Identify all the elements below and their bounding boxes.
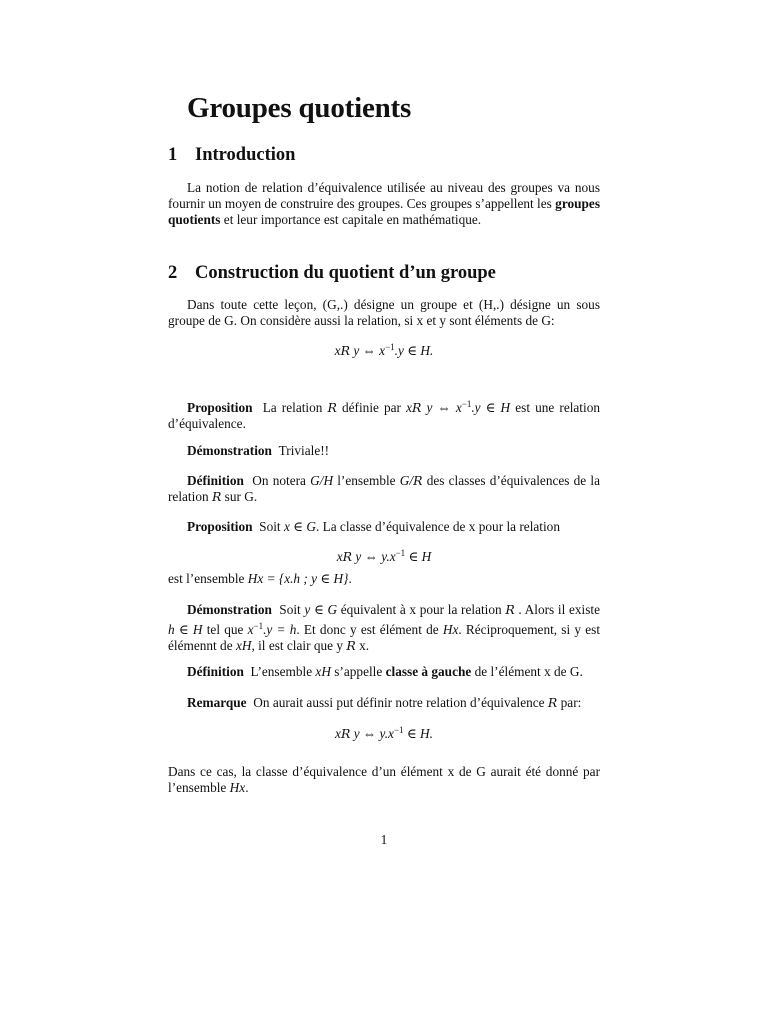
math-text: Hx: [229, 780, 246, 795]
demo-text: Soit: [279, 602, 305, 617]
relation-symbol: R: [411, 400, 422, 415]
eq-text: y ⇔ y.x: [350, 726, 394, 741]
section-heading-construction: [168, 262, 496, 284]
math-text: xH: [315, 664, 331, 679]
definition-label: Définition: [187, 664, 244, 679]
construction-paragraph: Dans toute cette leçon, (G,.) désigne un groupe et (H,.) désigne un sous groupe de G. On considère aussi la relation, si x et y sont éléments de G:: [168, 297, 600, 328]
demo-text: . Réciproquement, si y est élémennt de: [168, 622, 601, 653]
math-text: G/: [399, 473, 414, 488]
demonstration-label: Démonstration: [187, 443, 272, 458]
demo-text: x.: [355, 638, 370, 653]
demo-text: . Alors il existe: [514, 602, 600, 617]
relation-symbol: R: [327, 400, 337, 415]
proposition-label: Proposition: [187, 519, 253, 534]
relation-symbol: R: [346, 638, 356, 653]
math-text: xH: [235, 638, 252, 653]
equation-class: [168, 545, 600, 565]
eq-text: x: [335, 726, 341, 741]
prop-text: La relation: [262, 400, 328, 415]
section-number: 2: [168, 263, 178, 283]
eq-text: ∈ H: [405, 549, 432, 564]
relation-symbol: R: [505, 602, 515, 617]
eq-superscript: −1: [253, 621, 264, 631]
eq-text: ∈ H.: [403, 726, 433, 741]
final-paragraph: [168, 764, 600, 796]
proposition-1: [168, 396, 600, 432]
relation-symbol: R: [211, 489, 222, 504]
math-text: Hx = {x.h ; y ∈ H}: [247, 571, 349, 586]
definition-2: [168, 664, 600, 680]
page-number: 1: [380, 832, 388, 847]
demonstration-1: [168, 443, 600, 459]
math-text: x ∈ G: [283, 519, 316, 534]
intro-text: La notion de relation d’équivalence utilisée au niveau des groupes va nous fournir un moyen de construire des groupes. Ces groupes s’appellent les: [168, 180, 600, 211]
intro-bold-term: groupes quotients: [168, 196, 600, 227]
eq-text: y ⇔ y.x: [352, 549, 396, 564]
relation-symbol: R: [547, 695, 558, 710]
section-heading-introduction: [168, 144, 295, 166]
ens-text: .: [348, 571, 352, 586]
math-text: y ∈ G: [304, 602, 338, 617]
remark-label: Remarque: [187, 695, 247, 710]
eq-superscript: −1: [395, 548, 406, 558]
prop-text: Soit: [259, 519, 284, 534]
def-text: l’ensemble: [333, 473, 400, 488]
set-definition-line: [168, 571, 600, 587]
math-text: Hx: [442, 622, 459, 637]
def-text: de l’élément x de G.: [471, 664, 583, 679]
math-text: .y = h: [263, 622, 297, 637]
equation-relation: [168, 339, 600, 359]
prop-text: définie par: [336, 400, 407, 415]
final-text: .: [245, 780, 249, 795]
definition-1: [168, 473, 600, 505]
def-text: L’ensemble: [250, 664, 316, 679]
equation-right-class: [168, 722, 600, 742]
demo-text: équivalent à x pour la relation: [337, 602, 506, 617]
demo-text: tel que: [202, 622, 248, 637]
def-text: sur G.: [221, 489, 258, 504]
math-text: h ∈ H: [168, 622, 203, 637]
demo-text: , il est clair que y: [251, 638, 347, 653]
eq-superscript: −1: [393, 725, 404, 735]
math-text: G/H: [310, 473, 334, 488]
relation-symbol: R: [342, 549, 353, 564]
eq-text: y ⇔ x: [421, 400, 462, 415]
eq-text: y ⇔ x: [350, 343, 386, 358]
eq-text: .y ∈ H.: [394, 343, 434, 358]
demo-text: Triviale!!: [278, 443, 330, 458]
prop-text: . La classe d’équivalence de x pour la relation: [315, 519, 560, 534]
intro-text-end: et leur importance est capitale en mathématique.: [220, 212, 482, 227]
section-title: Introduction: [195, 145, 296, 165]
def-text: des classes d’équivalences de la relation: [168, 473, 600, 504]
remark: [168, 695, 600, 711]
final-text: Dans ce cas, la classe d’équivalence d’un élément x de G aurait été donné par l’ensemble: [168, 764, 600, 795]
page-title: Groupes quotients: [187, 92, 412, 124]
demonstration-label: Démonstration: [187, 602, 272, 617]
ens-text: est l’ensemble: [168, 571, 248, 586]
demonstration-2: [168, 602, 600, 654]
eq-text: x: [406, 400, 412, 415]
demo-text: . Et donc y est élément de: [296, 622, 443, 637]
def-bold-term: classe à gauche: [385, 664, 472, 679]
relation-symbol: R: [340, 343, 350, 358]
section-number: 1: [168, 145, 178, 165]
eq-text: x: [334, 343, 341, 358]
section-title: Construction du quotient d’un groupe: [195, 263, 496, 283]
relation-symbol: R: [340, 726, 351, 741]
prop-text: est une relation d’équivalence.: [168, 400, 600, 431]
math-text: x: [247, 622, 254, 637]
rem-text: par:: [557, 695, 582, 710]
eq-text: x: [336, 549, 343, 564]
eq-superscript: −1: [385, 342, 395, 352]
def-text: s’appelle: [330, 664, 386, 679]
eq-text: .y ∈ H: [471, 400, 511, 415]
proposition-label: Proposition: [187, 400, 253, 415]
relation-symbol: R: [413, 473, 423, 488]
eq-superscript: −1: [461, 399, 472, 409]
def-text: On notera: [252, 473, 311, 488]
rem-text: On aurait aussi put définir notre relation d’équivalence: [253, 695, 548, 710]
intro-paragraph: [168, 180, 600, 228]
definition-label: Définition: [187, 473, 244, 488]
proposition-2: [168, 519, 600, 535]
